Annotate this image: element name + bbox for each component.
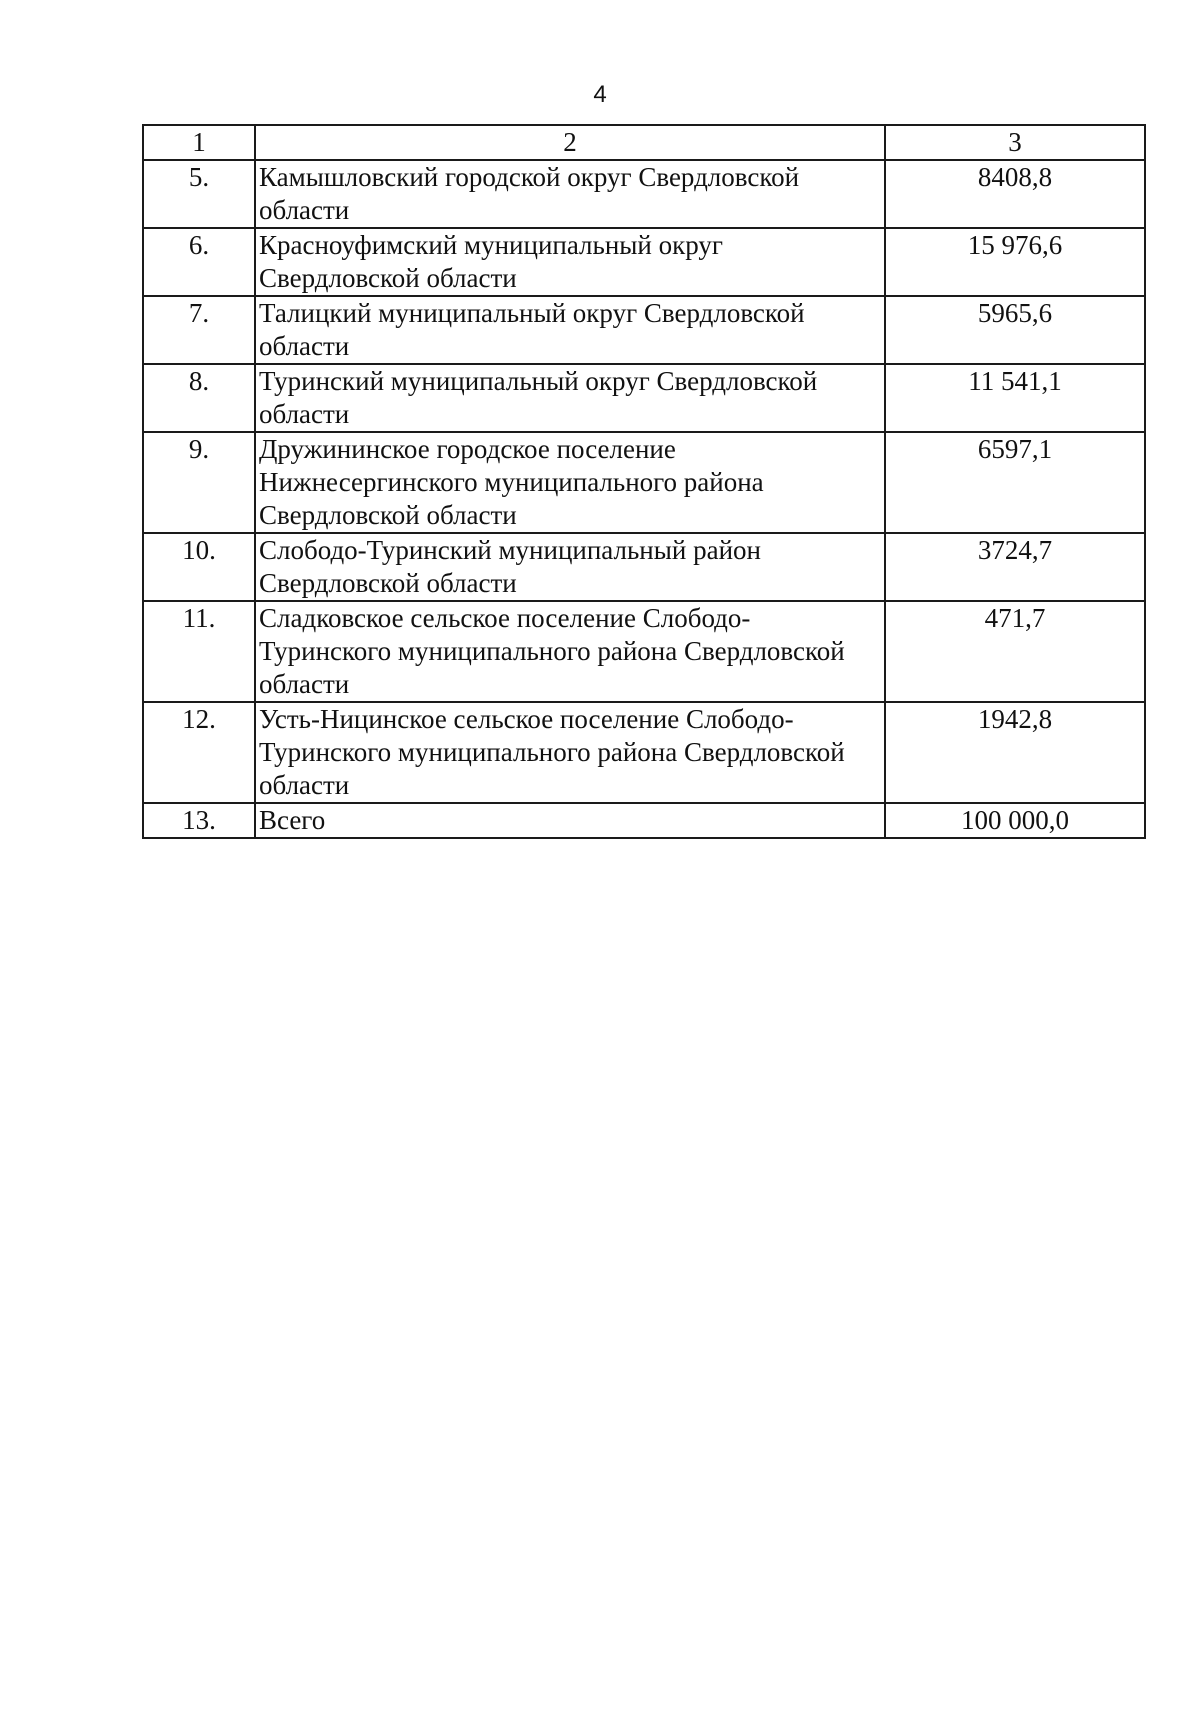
row-value: 6597,1 — [885, 432, 1145, 533]
header-cell-value: 3 — [885, 125, 1145, 160]
table-row — [143, 702, 1145, 803]
row-name: Усть-Ницинское сельское поселение Слободо-Туринского муниципального района Свердловской области — [255, 702, 885, 803]
row-name: Дружининское городское поселение Нижнесергинского муниципального района Свердловской области — [255, 432, 885, 533]
row-name: Всего — [255, 803, 885, 838]
header-cell-number: 1 — [143, 125, 255, 160]
row-number: 7. — [143, 296, 255, 364]
row-number: 13. — [143, 803, 255, 838]
table-row — [143, 296, 1145, 364]
table-row — [143, 364, 1145, 432]
table-row — [143, 533, 1145, 601]
allocation-table — [142, 124, 1146, 839]
table-row — [143, 432, 1145, 533]
table-row — [143, 601, 1145, 702]
row-value: 11 541,1 — [885, 364, 1145, 432]
row-value: 8408,8 — [885, 160, 1145, 228]
row-value: 100 000,0 — [885, 803, 1145, 838]
row-name: Камышловский городской округ Свердловской области — [255, 160, 885, 228]
header-cell-name: 2 — [255, 125, 885, 160]
row-value: 1942,8 — [885, 702, 1145, 803]
row-value: 3724,7 — [885, 533, 1145, 601]
row-number: 5. — [143, 160, 255, 228]
row-name: Сладковское сельское поселение Слободо-Туринского муниципального района Свердловской области — [255, 601, 885, 702]
row-number: 11. — [143, 601, 255, 702]
row-number: 9. — [143, 432, 255, 533]
row-name: Талицкий муниципальный округ Свердловской области — [255, 296, 885, 364]
table-row — [143, 160, 1145, 228]
row-value: 471,7 — [885, 601, 1145, 702]
row-value: 15 976,6 — [885, 228, 1145, 296]
page-number: 4 — [593, 81, 607, 108]
row-number: 10. — [143, 533, 255, 601]
table-total-row — [143, 803, 1145, 838]
row-number: 6. — [143, 228, 255, 296]
row-name: Туринский муниципальный округ Свердловской области — [255, 364, 885, 432]
row-value: 5965,6 — [885, 296, 1145, 364]
row-name: Красноуфимский муниципальный округ Свердловской области — [255, 228, 885, 296]
table-row — [143, 228, 1145, 296]
row-number: 8. — [143, 364, 255, 432]
table-header-row — [143, 125, 1145, 160]
row-number: 12. — [143, 702, 255, 803]
row-name: Слободо-Туринский муниципальный район Свердловской области — [255, 533, 885, 601]
